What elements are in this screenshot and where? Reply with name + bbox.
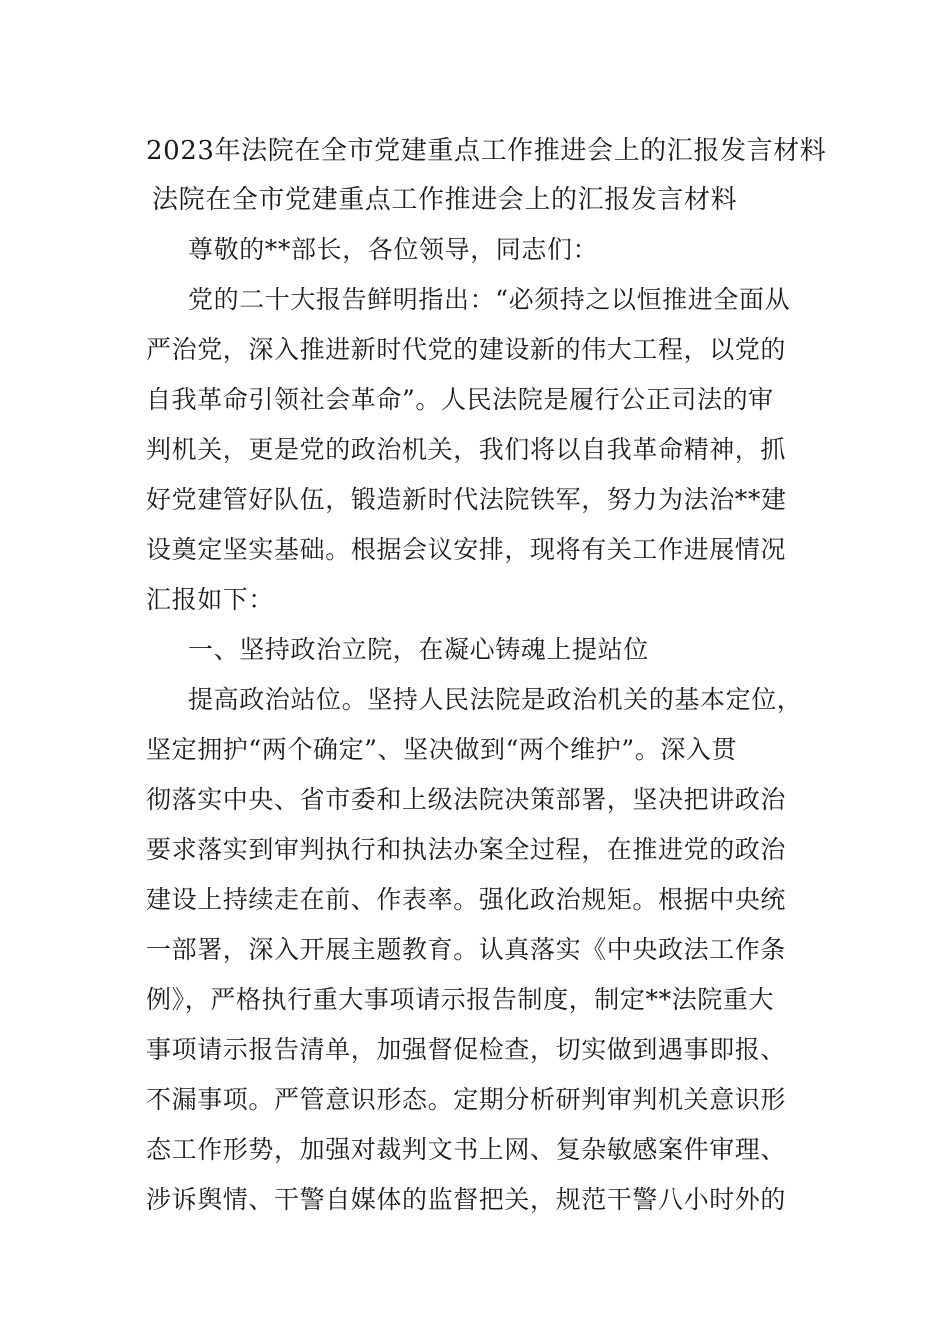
- paragraph-line: 自我革命引领社会革命”。人民法院是履行公正司法的审: [146, 385, 774, 414]
- paragraph-line: 不漏事项。严管意识形态。定期分析研判审判机关意识形: [146, 1085, 787, 1114]
- paragraph-line: 提高政治站位。坚持人民法院是政治机关的基本定位，: [188, 685, 803, 714]
- paragraph-line: 一部署，深入开展主题教育。认真落实《中央政法工作条: [146, 935, 787, 964]
- paragraph-line: 彻落实中央、省市委和上级法院决策部署，坚决把讲政治: [146, 785, 787, 814]
- paragraph-line: 设奠定坚实基础。根据会议安排，现将有关工作进展情况: [146, 535, 787, 564]
- document-subtitle: 法院在全市党建重点工作推进会上的汇报发言材料: [152, 185, 738, 215]
- paragraph-line: 坚定拥护“两个确定”、坚决做到“两个维护”。深入贯: [146, 735, 738, 764]
- paragraph-line: 判机关，更是党的政治机关，我们将以自我革命精神，抓: [146, 435, 787, 464]
- paragraph-line: 例》，严格执行重大事项请示报告制度，制定**法院重大: [146, 985, 775, 1014]
- paragraph-line: 要求落实到审判执行和执法办案全过程，在推进党的政治: [146, 835, 787, 864]
- paragraph-line: 涉诉舆情、干警自媒体的监督把关，规范干警八小时外的: [146, 1185, 787, 1214]
- section-heading: 一、坚持政治立院，在凝心铸魂上提站位: [188, 635, 649, 664]
- paragraph-line: 建设上持续走在前、作表率。强化政治规矩。根据中央统: [146, 885, 787, 914]
- paragraph-line: 党的二十大报告鲜明指出：“必须持之以恒推进全面从: [188, 285, 791, 314]
- salutation: 尊敬的**部长，各位领导，同志们：: [188, 235, 599, 264]
- paragraph-line: 汇报如下：: [146, 585, 275, 614]
- paragraph-line: 态工作形势，加强对裁判文书上网、复杂敏感案件审理、: [146, 1135, 787, 1164]
- document-title: 2023年法院在全市党建重点工作推进会上的汇报发言材料: [146, 136, 827, 166]
- paragraph-line: 事项请示报告清单，加强督促检查，切实做到遇事即报、: [146, 1035, 787, 1064]
- paragraph-line: 好党建管好队伍，锻造新时代法院铁军，努力为法治**建: [146, 485, 787, 514]
- paragraph-line: 严治党，深入推进新时代党的建设新的伟大工程，以党的: [146, 335, 787, 364]
